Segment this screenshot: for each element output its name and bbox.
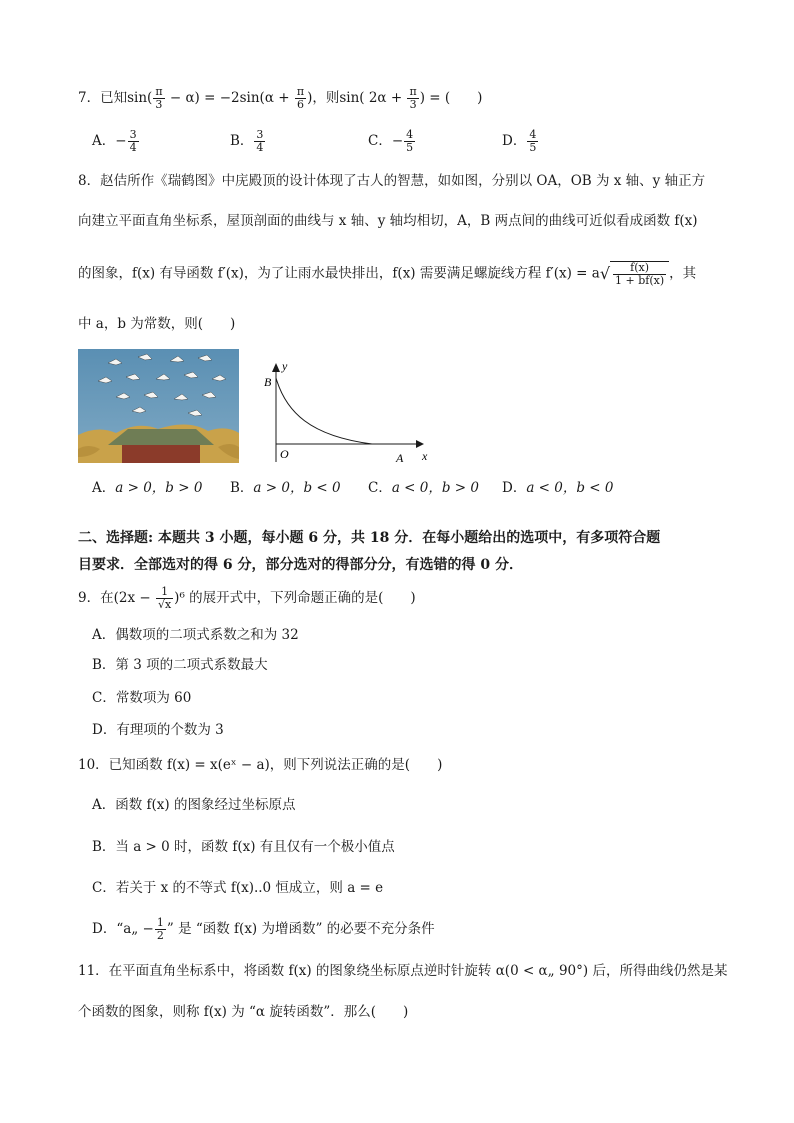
point-b-label: B (264, 375, 272, 389)
q7-option-a: A．− $\frac{3}{4}$ (92, 128, 137, 154)
roof-curve-graph (260, 350, 430, 468)
q8-line-3: 的图象，f(x) 有导函数 f′(x)，为了让雨水最快排出，f(x) 需要满足螺旋线方程 f′(x) = a√ $\frac{f(x)}{1 + bf(x)}$ ，其 (78, 261, 697, 287)
q9-option-d: D．有理项的个数为 3 (92, 722, 224, 738)
q10-option-a: A．函数 f(x) 的图象经过坐标原点 (92, 797, 296, 813)
origin-label: O (280, 447, 289, 461)
section-2-heading-line-1: 二、选择题: 本题共 3 小题，每小题 6 分，共 18 分．在每小题给出的选项中，有多项符合题 (78, 530, 661, 546)
q8-option-a: A．a > 0，b > 0 (92, 480, 203, 496)
q8-option-d: D．a < 0，b < 0 (502, 480, 614, 496)
crane-painting-image (78, 349, 239, 463)
q11-line-2: 个函数的图象，则称 f(x) 为 “α 旋转函数”．那么( ) (78, 1004, 409, 1020)
q8-option-c: C．a < 0，b > 0 (368, 480, 480, 496)
q8-line-1: 8．赵佶所作《瑞鹤图》中庑殿顶的设计体现了古人的智慧，如如图，分别以 OA，OB 为 x 轴、y 轴正方 (78, 173, 706, 189)
q7-option-c: C．− $\frac{4}{5}$ (368, 128, 414, 154)
q7-stem: 7．已知sin( $\frac{\pi}{3}$ − α) = −2sin(α + $\frac{\pi}{6}$ )，则sin( 2α + $\frac{\pi}{3}$ ) = ( ) (78, 85, 483, 111)
q8-line-4: 中 a，b 为常数，则( ) (78, 316, 236, 332)
q10-stem: 10．已知函数 f(x) = x(eˣ − a)，则下列说法正确的是( ) (78, 757, 443, 773)
q10-option-d: D．“a„ − $\frac{1}{2}$ ” 是 “函数 f(x) 为增函数” 的必要不充分条件 (92, 916, 435, 942)
q8-option-b: B．a > 0，b < 0 (230, 480, 341, 496)
q8-line-2: 向建立平面直角坐标系，屋顶剖面的曲线与 x 轴、y 轴均相切，A，B 两点间的曲线可近似看成函数 f(x) (78, 213, 698, 229)
section-2-heading-line-2: 目要求．全部选对的得 6 分，部分选对的得部分分，有选错的得 0 分． (78, 557, 523, 573)
q11-line-1: 11．在平面直角坐标系中，将函数 f(x) 的图象绕坐标原点逆时针旋转 α(0 < α„ 90°) 后，所得曲线仍然是某 (78, 963, 728, 979)
roof-curve (276, 378, 372, 444)
q9-option-c: C．常数项为 60 (92, 690, 192, 706)
q7-option-d: D． $\frac{4}{5}$ (502, 128, 537, 154)
y-axis-label: y (282, 359, 288, 373)
q9-stem: 9．在(2x − $\frac{1}{√x}$ )⁶ 的展开式中，下列命题正确的是( ) (78, 585, 416, 611)
x-axis-label: x (422, 449, 428, 463)
q9-option-a: A．偶数项的二项式系数之和为 32 (92, 627, 299, 643)
q7-option-b: B． $\frac{3}{4}$ (230, 128, 264, 154)
y-axis-arrow-icon (272, 363, 280, 372)
q10-option-b: B．当 a > 0 时，函数 f(x) 有且仅有一个极小值点 (92, 839, 395, 855)
q9-option-b: B．第 3 项的二项式系数最大 (92, 657, 268, 673)
q10-option-c: C．若关于 x 的不等式 f(x)..0 恒成立，则 a = e (92, 880, 384, 896)
point-a-label: A (396, 451, 404, 465)
x-axis-arrow-icon (416, 440, 424, 448)
